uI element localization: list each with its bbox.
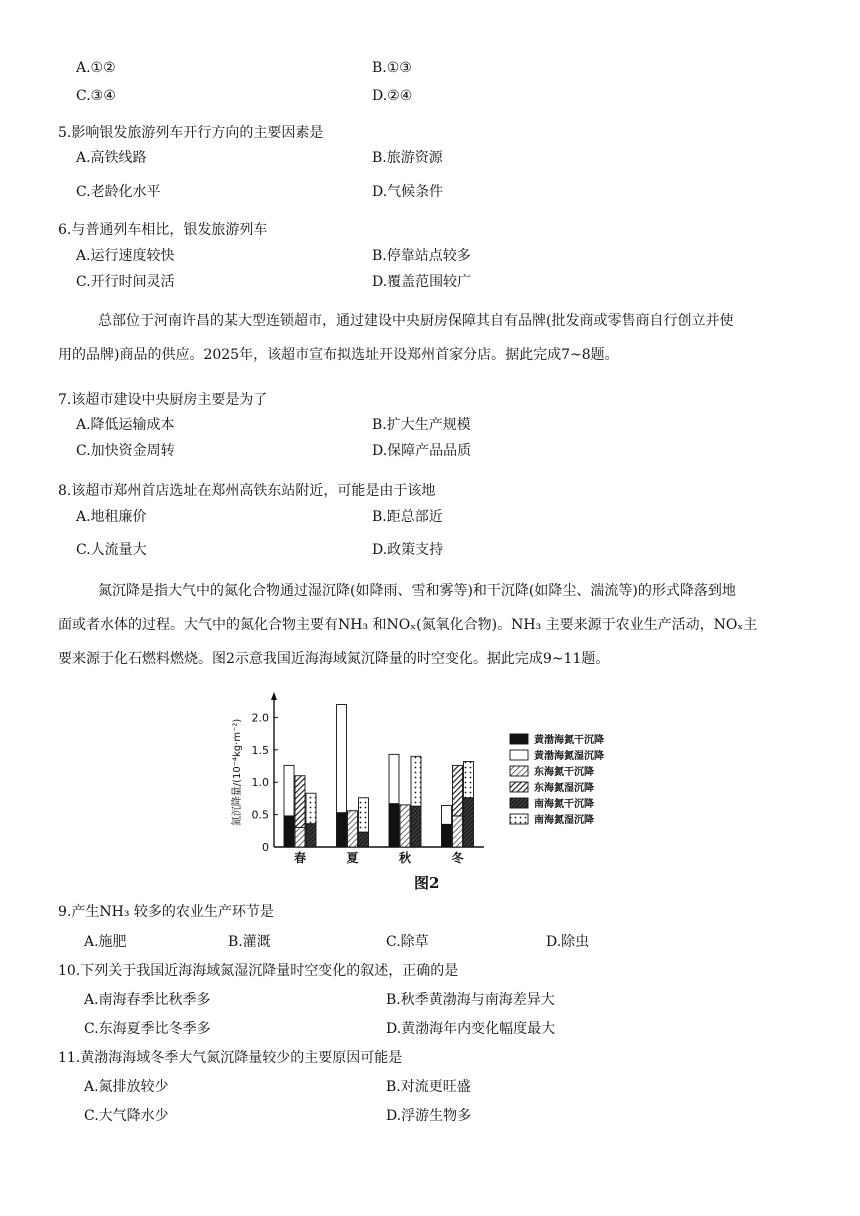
legend-label: 南海氮干沉降 bbox=[534, 799, 594, 810]
y-tick-label: 1.0 bbox=[251, 776, 269, 790]
q8-stem: 8.该超市郑州首店选址在郑州高铁东站附近，可能是由于该地 bbox=[58, 483, 436, 499]
passage-nitrogen bbox=[58, 574, 808, 676]
q6-stem: 6.与普通列车相比，银发旅游列车 bbox=[58, 222, 268, 238]
x-tick-label: 秋 bbox=[398, 851, 412, 865]
q9-option-b: B.灌溉 bbox=[228, 934, 271, 950]
q5-option-c: C.老龄化水平 bbox=[76, 184, 161, 200]
legend-swatch bbox=[510, 782, 528, 792]
q8-option-c: C.人流量大 bbox=[76, 542, 147, 558]
y-tick-label: 0 bbox=[262, 841, 269, 854]
q8-option-b: B.距总部近 bbox=[372, 509, 443, 525]
bar-南海-wet-春 bbox=[306, 793, 316, 823]
q8-option-d: D.政策支持 bbox=[372, 542, 444, 558]
legend-label: 黄渤海氮干沉降 bbox=[534, 735, 604, 746]
q11-option-d: D.浮游生物多 bbox=[386, 1108, 472, 1124]
bar-黄渤海-dry-春 bbox=[284, 816, 294, 847]
legend-swatch bbox=[510, 734, 528, 744]
passage-supermarket bbox=[58, 304, 808, 372]
q10-option-d: D.黄渤海年内变化幅度最大 bbox=[386, 1021, 556, 1037]
q11-option-b: B.对流更旺盛 bbox=[386, 1079, 471, 1095]
q5-option-b: B.旅游资源 bbox=[372, 150, 443, 166]
q7-option-a: A.降低运输成本 bbox=[76, 417, 175, 433]
q4-option-b: B.①③ bbox=[372, 60, 412, 76]
legend-swatch bbox=[510, 798, 528, 808]
q7-option-d: D.保障产品品质 bbox=[372, 443, 472, 459]
bar-南海-dry-冬 bbox=[464, 798, 474, 847]
q5-option-d: D.气候条件 bbox=[372, 184, 444, 200]
q6-option-d: D.覆盖范围较广 bbox=[372, 274, 472, 290]
y-axis-label: 氮沉降量/(10⁻⁴kg·m⁻²) bbox=[232, 718, 243, 827]
q10-option-b: B.秋季黄渤海与南海差异大 bbox=[386, 992, 555, 1008]
bar-东海-dry-夏 bbox=[348, 811, 358, 847]
bar-东海-wet-春 bbox=[295, 776, 305, 828]
legend-label: 东海氮湿沉降 bbox=[534, 783, 594, 794]
q5-option-a: A.高铁线路 bbox=[76, 150, 147, 166]
legend-label: 黄渤海氮湿沉降 bbox=[534, 751, 604, 762]
q7-option-b: B.扩大生产规模 bbox=[372, 417, 471, 433]
legend-label: 东海氮干沉降 bbox=[534, 767, 594, 778]
bar-南海-dry-春 bbox=[306, 824, 316, 847]
passage-supermarket-line1: 总部位于河南许昌的某大型连锁超市，通过建设中央厨房保障其自有品牌(批发商或零售商自行创立并使 bbox=[98, 313, 734, 329]
y-tick-label: 1.5 bbox=[251, 743, 269, 757]
y-tick-label: 2.0 bbox=[251, 711, 269, 725]
q6-option-c: C.开行时间灵活 bbox=[76, 274, 175, 290]
bar-黄渤海-dry-冬 bbox=[442, 824, 452, 847]
bar-南海-dry-秋 bbox=[411, 806, 421, 847]
x-tick-label: 春 bbox=[293, 851, 307, 865]
bar-东海-dry-春 bbox=[295, 828, 305, 847]
x-tick-label: 夏 bbox=[346, 851, 359, 865]
q6-option-b: B.停靠站点较多 bbox=[372, 248, 471, 264]
legend-swatch bbox=[510, 814, 528, 824]
q4-option-a: A.①② bbox=[76, 60, 116, 76]
bar-东海-dry-秋 bbox=[400, 805, 410, 847]
q9-option-c: C.除草 bbox=[386, 934, 429, 950]
bar-南海-dry-夏 bbox=[359, 832, 369, 847]
q11-option-c: C.大气降水少 bbox=[84, 1108, 169, 1124]
legend-label: 南海氮湿沉降 bbox=[534, 815, 594, 826]
bar-东海-dry-冬 bbox=[453, 816, 463, 847]
nitrogen-deposition-chart bbox=[228, 690, 648, 870]
legend-swatch bbox=[510, 766, 528, 776]
bar-东海-wet-冬 bbox=[453, 765, 463, 816]
q11-stem: 11.黄渤海海域冬季大气氮沉降量较少的主要原因可能是 bbox=[58, 1050, 403, 1066]
q5-stem: 5.影响银发旅游列车开行方向的主要因素是 bbox=[58, 125, 324, 141]
q10-stem: 10.下列关于我国近海海域氮湿沉降量时空变化的叙述，正确的是 bbox=[58, 963, 459, 979]
bar-黄渤海-dry-秋 bbox=[389, 804, 399, 847]
q11-option-a: A.氮排放较少 bbox=[84, 1079, 169, 1095]
passage-nitrogen-line2: 面或者水体的过程。大气中的氮化合物主要有NH₃ 和NOₓ(氮氧化合物)。NH₃ 主要来源于农业生产活动，NOₓ主 bbox=[58, 617, 758, 633]
bar-黄渤海-wet-冬 bbox=[442, 806, 452, 825]
q10-option-a: A.南海春季比秋季多 bbox=[84, 992, 211, 1008]
bar-南海-wet-夏 bbox=[359, 798, 369, 832]
y-tick-label: 0.5 bbox=[251, 808, 269, 822]
legend-swatch bbox=[510, 750, 528, 760]
bar-黄渤海-wet-春 bbox=[284, 765, 294, 816]
bar-南海-wet-冬 bbox=[464, 761, 474, 797]
q8-option-a: A.地租廉价 bbox=[76, 509, 147, 525]
passage-nitrogen-line3: 要来源于化石燃料燃烧。图2示意我国近海海域氮沉降量的时空变化。据此完成9~11题。 bbox=[58, 651, 610, 667]
passage-supermarket-line2: 用的品牌)商品的供应。2025年，该超市宣布拟选址开设郑州首家分店。据此完成7~8题。 bbox=[58, 347, 619, 363]
q9-option-a: A.施肥 bbox=[84, 934, 127, 950]
q4-option-d: D.②④ bbox=[372, 88, 413, 104]
q9-option-d: D.除虫 bbox=[546, 934, 590, 950]
q7-option-c: C.加快资金周转 bbox=[76, 443, 175, 459]
bar-黄渤海-wet-秋 bbox=[389, 754, 399, 803]
q10-option-c: C.东海夏季比冬季多 bbox=[84, 1021, 211, 1037]
q4-option-c: C.③④ bbox=[76, 88, 116, 104]
bar-南海-wet-秋 bbox=[411, 756, 421, 806]
bar-黄渤海-dry-夏 bbox=[337, 813, 347, 847]
q9-stem: 9.产生NH₃ 较多的农业生产环节是 bbox=[58, 904, 274, 920]
figure-label: 图2 bbox=[414, 874, 440, 892]
y-axis-arrow bbox=[271, 692, 277, 700]
x-tick-label: 冬 bbox=[451, 851, 464, 865]
passage-nitrogen-line1: 氮沉降是指大气中的氮化合物通过湿沉降(如降雨、雪和雾等)和干沉降(如降尘、湍流等)的形式降落到地 bbox=[98, 583, 736, 599]
q6-option-a: A.运行速度较快 bbox=[76, 248, 175, 264]
q7-stem: 7.该超市建设中央厨房主要是为了 bbox=[58, 392, 268, 408]
bar-黄渤海-wet-夏 bbox=[337, 704, 347, 812]
